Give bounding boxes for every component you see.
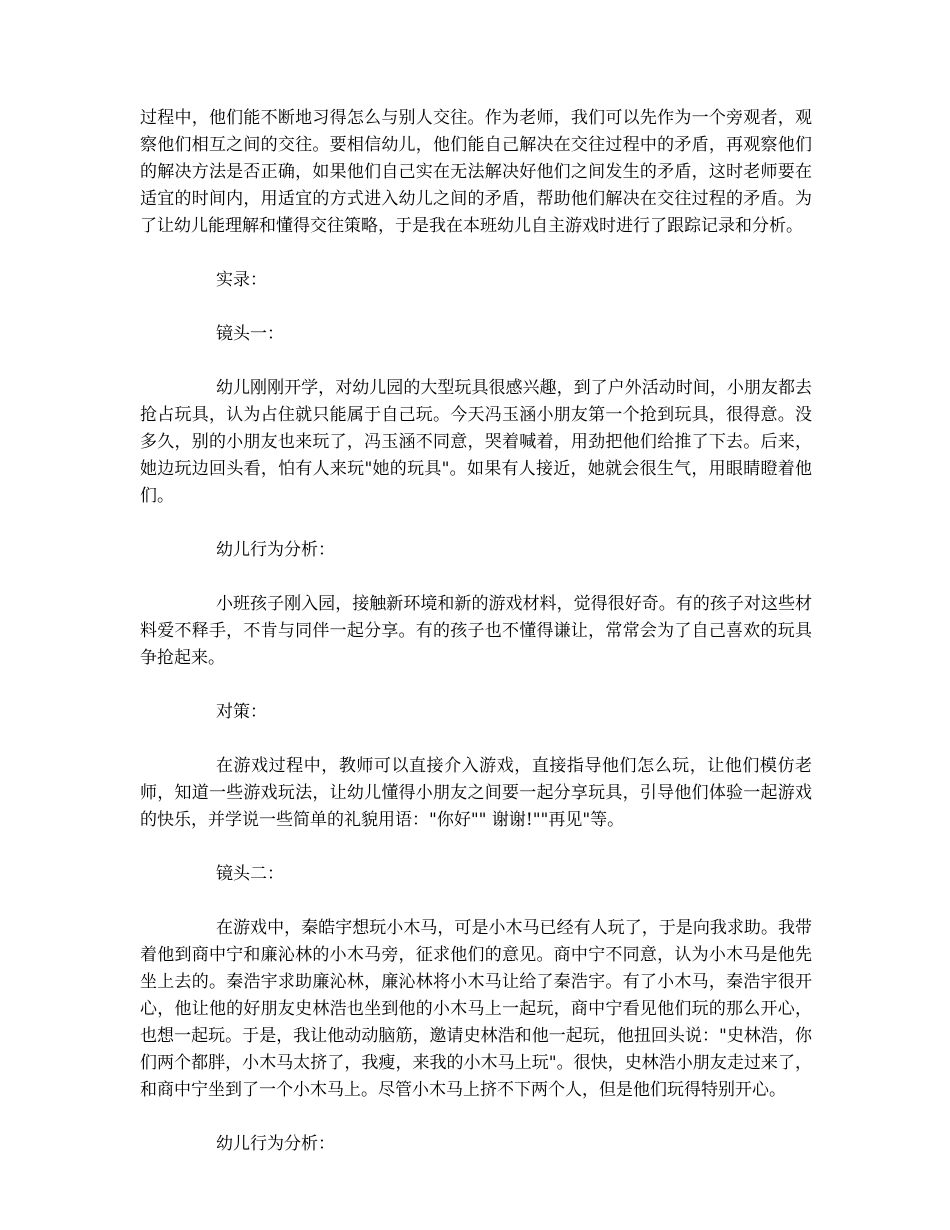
section-heading-behavior-analysis-two: 幼儿行为分析： <box>216 1134 335 1154</box>
section-heading-scene-one: 镜头一： <box>216 324 284 344</box>
strategy-paragraph: 在游戏过程中，教师可以直接介入游戏，直接指导他们怎么玩，让他们模仿老师，知道一些游戏玩法，让幼儿懂得小朋友之间要一起分享玩具，引导他们体验一起游戏的快乐，并学说一些简单的礼貌用语："你好"" 谢谢!""再见"等。 <box>140 756 812 830</box>
section-heading-strategy: 对策： <box>216 702 267 722</box>
document-page <box>140 105 812 1158</box>
scene-one-paragraph: 幼儿刚刚开学，对幼儿园的大型玩具很感兴趣，到了户外活动时间，小朋友都去抢占玩具，认为占住就只能属于自己玩。今天冯玉涵小朋友第一个抢到玩具，很得意。没多久，别的小朋友也来玩了，冯玉涵不同意，哭着喊着，用劲把他们给推了下去。后来，她边玩边回头看，怕有人来玩"她的玩具"。如果有人接近，她就会很生气，用眼睛瞪着他们。 <box>140 378 812 506</box>
section-heading-record: 实录： <box>216 270 267 290</box>
behavior-analysis-paragraph: 小班孩子刚入园，接触新环境和新的游戏材料，觉得很好奇。有的孩子对这些材料爱不释手，不肯与同伴一起分享。有的孩子也不懂得谦让，常常会为了自己喜欢的玩具争抢起来。 <box>140 594 812 668</box>
intro-paragraph: 过程中，他们能不断地习得怎么与别人交往。作为老师，我们可以先作为一个旁观者，观察他们相互之间的交往。要相信幼儿，他们能自己解决在交往过程中的矛盾，再观察他们的解决方法是否正确，如果他们自己实在无法解决好他们之间发生的矛盾，这时老师要在适宜的时间内，用适宜的方式进入幼儿之间的矛盾，帮助他们解决在交往过程的矛盾。为了让幼儿能理解和懂得交往策略，于是我在本班幼儿自主游戏时进行了跟踪记录和分析。 <box>140 108 812 236</box>
scene-two-paragraph: 在游戏中，秦皓宇想玩小木马，可是小木马已经有人玩了，于是向我求助。我带着他到商中宁和廉沁林的小木马旁，征求他们的意见。商中宁不同意，认为小木马是他先坐上去的。秦浩宇求助廉沁林，廉沁林将小木马让给了秦浩宇。有了小木马，秦浩宇很开心，他让他的好朋友史林浩也坐到他的小木马上一起玩，商中宁看见他们玩的那么开心，也想一起玩。于是，我让他动动脑筋，邀请史林浩和他一起玩，他扭回头说："史林浩，你们两个都胖，小木马太挤了，我瘦，来我的小木马上玩"。很快，史林浩小朋友走过来了，和商中宁坐到了一个小木马上。尽管小木马上挤不下两个人，但是他们玩得特别开心。 <box>140 918 812 1100</box>
section-heading-scene-two: 镜头二： <box>216 864 284 884</box>
section-heading-behavior-analysis: 幼儿行为分析： <box>216 540 335 560</box>
